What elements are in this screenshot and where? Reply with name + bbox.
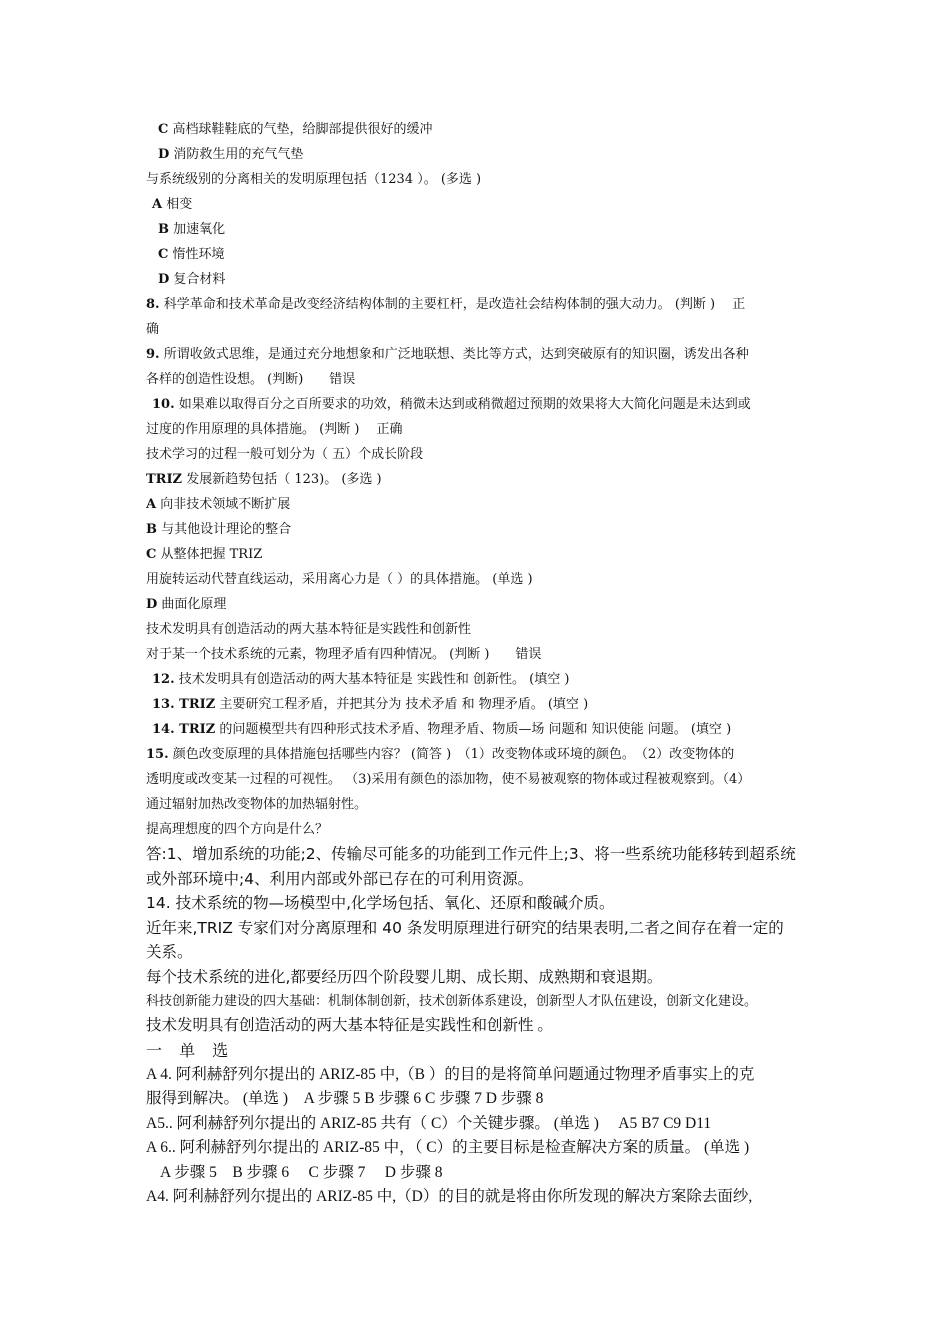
text-line: D 消防救生用的充气气垫: [158, 147, 304, 162]
text-line: C 高档球鞋鞋底的气垫，给脚部提供很好的缓冲: [158, 122, 433, 137]
text-line: 服得到解决。 (单选 ) A 步骤 5 B 步骤 6 C 步骤 7 D 步骤 8: [146, 1090, 544, 1107]
section-heading: 一 单 选: [146, 1040, 235, 1060]
text-line: 14. TRIZ 的问题模型共有四种形式技术矛盾、物理矛盾、物质—场 问题和 知识使能 问题。 (填空 ): [152, 722, 732, 737]
text-line: 技术学习的过程一般可划分为（ 五）个成长阶段: [146, 447, 424, 462]
text-line: 13. TRIZ 主要研究工程矛盾，并把其分为 技术矛盾 和 物理矛盾。 (填空 ): [152, 697, 589, 712]
text-line: A 向非技术领域不断扩展: [146, 497, 291, 512]
text-line: 近年来,TRIZ 专家们对分离原理和 40 条发明原理进行研究的结果表明,二者之间存在着一定的: [146, 918, 784, 937]
text-line: 过度的作用原理的具体措施。 (判断 ) 正确: [146, 422, 403, 437]
text-line: B 与其他设计理论的整合: [146, 522, 292, 537]
text-line: 9. 所谓收敛式思维，是通过充分地想象和广泛地联想、类比等方式，达到突破原有的知识圈，诱发出各种: [146, 347, 749, 362]
text-line: A4. 阿利赫舒列尔提出的 ARIZ-85 中,（D）的目的就是将由你所发现的解决方案除去面纱,: [146, 1188, 753, 1205]
text-line: 各样的创造性设想。 (判断) 错误: [146, 372, 356, 387]
text-line: 对于某一个技术系统的元素，物理矛盾有四种情况。 (判断 ) 错误: [146, 647, 542, 662]
text-line: D 曲面化原理: [146, 597, 227, 612]
text-line: 技术发明具有创造活动的两大基本特征是实践性和创新性 。: [146, 1017, 553, 1034]
text-line: 14. 技术系统的物—场模型中,化学场包括、氧化、还原和酸碱介质。: [146, 894, 615, 912]
text-line: 8. 科学革命和技术革命是改变经济结构体制的主要杠杆，是改造社会结构体制的强大动力。 (判断 ) 正: [146, 297, 746, 312]
text-line: 技术发明具有创造活动的两大基本特征是实践性和创新性: [146, 622, 472, 637]
text-line: 与系统级别的分离相关的发明原理包括（1234 ）。 (多选 ): [146, 172, 482, 187]
text-line: 15. 颜色改变原理的具体措施包括哪些内容？ (简答 ) （1）改变物体或环境的颜色。 （2）改变物体的: [146, 747, 735, 762]
text-line: 每个技术系统的进化,都要经历四个阶段婴儿期、成长期、成熟期和衰退期。: [146, 967, 663, 986]
text-line: 透明度或改变某一过程的可视性。 （3)采用有颜色的添加物，使不易被观察的物体或过程被观察到。（4）: [146, 772, 751, 787]
text-line: 通过辐射加热改变物体的加热辐射性。: [146, 797, 368, 812]
text-line: 确: [146, 322, 160, 337]
text-line: D 复合材料: [158, 272, 226, 287]
document-body: [146, 117, 810, 1210]
text-line: A 6.. 阿利赫舒列尔提出的 ARIZ-85 中，（ C）的主要目标是检查解决方案的质量。 (单选 ): [146, 1139, 750, 1156]
text-line: A 相变: [152, 197, 193, 212]
text-line: 10. 如果难以取得百分之百所要求的功效，稍微未达到或稍微超过预期的效果将大大简化问题是未达到或: [152, 397, 751, 412]
text-line: TRIZ 发展新趋势包括（ 123)。 (多选 ): [146, 472, 382, 487]
text-line: 答:1、增加系统的功能;2、传输尽可能多的功能到工作元件上;3、将一些系统功能移转到超系统: [146, 845, 796, 863]
text-line: 科技创新能力建设的四大基础：机制体制创新，技术创新体系建设，创新型人才队伍建设，创新文化建设。: [146, 994, 758, 1009]
text-line: A 步骤 5 B 步骤 6 C 步骤 7 D 步骤 8: [160, 1163, 443, 1181]
text-line: C 惰性环境: [158, 247, 225, 262]
text-line: A 4. 阿利赫舒列尔提出的 ARIZ-85 中,（B ）的目的是将简单问题通过物理矛盾事实上的克: [146, 1065, 755, 1083]
text-line: 12. 技术发明具有创造活动的两大基本特征是 实践性和 创新性。 (填空 ): [152, 672, 570, 687]
text-line: 关系。: [146, 943, 193, 961]
text-line: C 从整体把握 TRIZ: [146, 547, 263, 562]
text-line: 或外部环境中;4、利用内部或外部已存在的可利用资源。: [146, 869, 534, 888]
text-line: 用旋转运动代替直线运动，采用离心力是（ ）的具体措施。 (单选 ): [146, 572, 533, 587]
text-line: 提高理想度的四个方向是什么？: [146, 822, 329, 837]
text-line: A5.. 阿利赫舒列尔提出的 ARIZ-85 共有（ C）个关键步骤。 (单选 ) A5 B7 C9 D11: [146, 1114, 712, 1132]
text-line: B 加速氧化: [158, 222, 226, 237]
